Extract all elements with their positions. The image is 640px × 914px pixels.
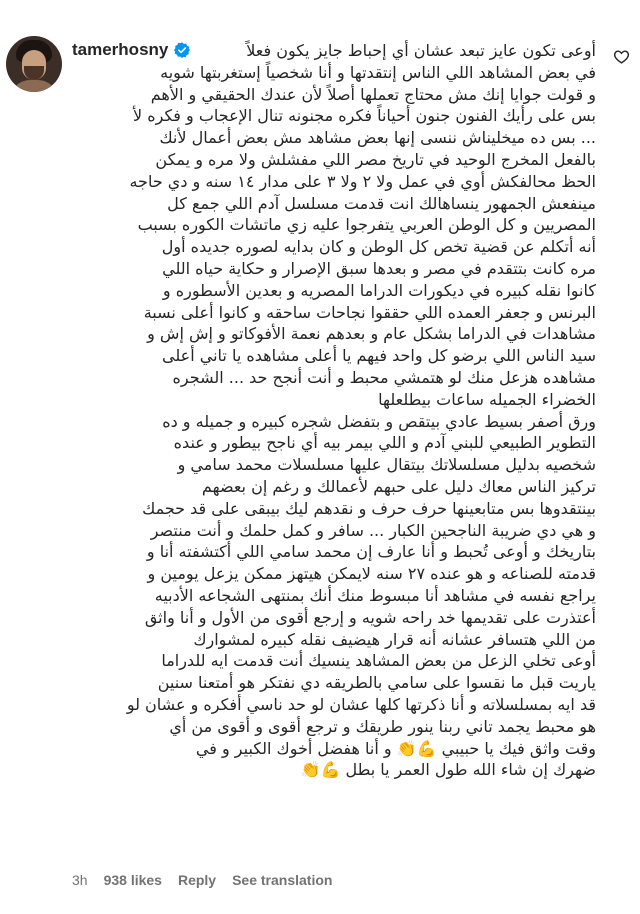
comment-line: قد ايه بمسلسلاته و أنا ذكرتها كلها عشان لو حد ناسي أفكره و عشان لو	[126, 694, 596, 714]
comment-line: في بعض المشاهد اللي الناس إنتقدتها و أنا شخصياً إستغربتها شويه	[160, 62, 596, 82]
comment-line: بينتقدوها بس متابعينها حرف حرف و نقدهم ليك بيبقى على قد حجمك	[142, 498, 596, 518]
comment-line: مشاهده هزعل منك لو هتمشي محبط و أنت أنجح حد ... الشجره	[172, 367, 596, 387]
user-avatar[interactable]	[6, 36, 62, 92]
comment-line: أوعى تخلي الزعل من بعض المشاهد ينسيك أنت قدمت ايه للدراما	[161, 651, 596, 671]
see-translation-button[interactable]: See translation	[232, 872, 333, 888]
comment-line: هو محبط يجمد تاني ربنا ينور طريقك و ترجع أقوى و أقوى من أي	[169, 716, 596, 736]
comment-line: ورق أصفر بسيط عادي بيتقص و بتفضل شجره كبيره و جميله و ده	[162, 411, 596, 431]
comment-line: أنه أتكلم عن قضية تخص كل الوطن و كان بدايه لصوره جديده أول	[161, 237, 596, 257]
comment-line: ياريت قبل ما نقسوا على سامي بالطريقه دي نفتكر هو أمتعنا سنين	[157, 673, 596, 693]
comment-line: الخضراء الجميله ساعات بيطلعلها	[378, 389, 596, 409]
comment-line: و قولت جوايا إنك مش محتاج تعملها أصلاً لأن عندك الحقيقي و الأهم	[150, 84, 596, 104]
comment-line: تركيز الناس معاك دليل على حبهم لأعمالك و رغم إن بعضهم	[201, 476, 596, 496]
comment-line: الحظ محالفكش أوي في عمل ولا ٢ ولا ٣ على مدار ١٤ سنه و دي حاجه	[129, 171, 596, 191]
comment-text	[72, 40, 596, 781]
comment-line: أعتذرت على تقديمها خد راحه شويه و إرجع أقوى من الأول و أنا واثق	[144, 607, 596, 627]
comment-line: مره كانت بتتقدم في مصر و بعدها سبق الإصرار و حكاية حياه اللي	[162, 258, 596, 278]
comment-line: قدمته للصناعه و هو عنده ٢٧ سنه لايمكن هيتهز ممكن يزعل يومين و	[147, 564, 596, 584]
comment-line: بالفعل المخرج الوحيد في تاريخ مصر اللي مفشلش ولا مره و يمكن	[155, 149, 596, 169]
comment-line: شخصيه بدليل مسلسلاتك بيتقال عليها مسلسلات محمد سامي و	[177, 455, 596, 475]
comment-line: بتاريخك و أوعى تُحبط و أنا عارف إن محمد سامي اللي أكتشفته أنا و	[146, 542, 596, 562]
comment-line: أوعى تكون عايز تبعد عشان أي إحباط جايز يكون فعلاً	[246, 41, 596, 60]
comment-line: ... بس ده ميخليناش ننسى إنها بعض مشاهد مش بعض أعمال لأنك	[159, 128, 596, 148]
comment-line: التطوير الطبيعي للبني آدم و اللي بيمر بيه أي ناجح بيطور و عنده	[173, 433, 596, 453]
comment-line: يراجع نفسه في مشاهد أنا مبسوط منك أنك بمنتهى الشجاعه الأدبيه	[154, 585, 596, 605]
comment-line: مشاهدات في الدراما بشكل عام و بعدهم نعمة الأفوكاتو و إش إش و	[147, 324, 596, 344]
heart-outline-icon[interactable]	[613, 48, 630, 65]
comment-line: ضهرك إن شاء الله طول العمر يا بطل 💪👏	[300, 760, 596, 780]
comment-line: وقت واثق فيك يا حبيبي 💪👏 و أنا هفضل أخوك الكبير و في	[195, 738, 596, 758]
comment-line: البرنس و جعفر العمده اللي حققوا نجاحات ساحقه و كانوا أعلى نسبة	[143, 302, 596, 322]
likes-count[interactable]: 938 likes	[103, 872, 162, 888]
comment-line: و هي دي ضريبة الناجحين الكبار ... سافر و كمل حلمك و أنت منتصر	[150, 520, 596, 540]
comment-line: مينفعش الجمهور ينساهالك انت قدمت مسلسل آدم اللي جمع كل	[167, 193, 596, 213]
comment-line: من اللي هتسافر عشانه أنه قرار هيضيف نقله كبيره لمشوارك	[193, 629, 596, 649]
comment-line: المصريين و كل الوطن العربي يتفرجوا عليه زي ماتشات الكوره بسبب	[137, 215, 596, 235]
reply-button[interactable]: Reply	[177, 872, 217, 888]
username-link[interactable]: tamerhosny	[72, 40, 169, 59]
avatar-beard	[24, 66, 44, 80]
comment-actions	[72, 872, 332, 888]
comment-line: بس على رأيك الفنون جنون أحياناً فكره مجنونه تنال الإعجاب و فكره لأ	[133, 106, 596, 126]
avatar-shirt	[10, 80, 58, 92]
comment-line: كانوا نقله كبيره في ديكورات الدراما المصريه و بعدين الأسطوره و	[162, 280, 596, 300]
comment-line: سيد الناس اللي برضو كل واحد فيهم يا أعلى مشاهده يا تاني أعلى	[162, 346, 596, 366]
comment-time: 3h	[72, 872, 88, 888]
